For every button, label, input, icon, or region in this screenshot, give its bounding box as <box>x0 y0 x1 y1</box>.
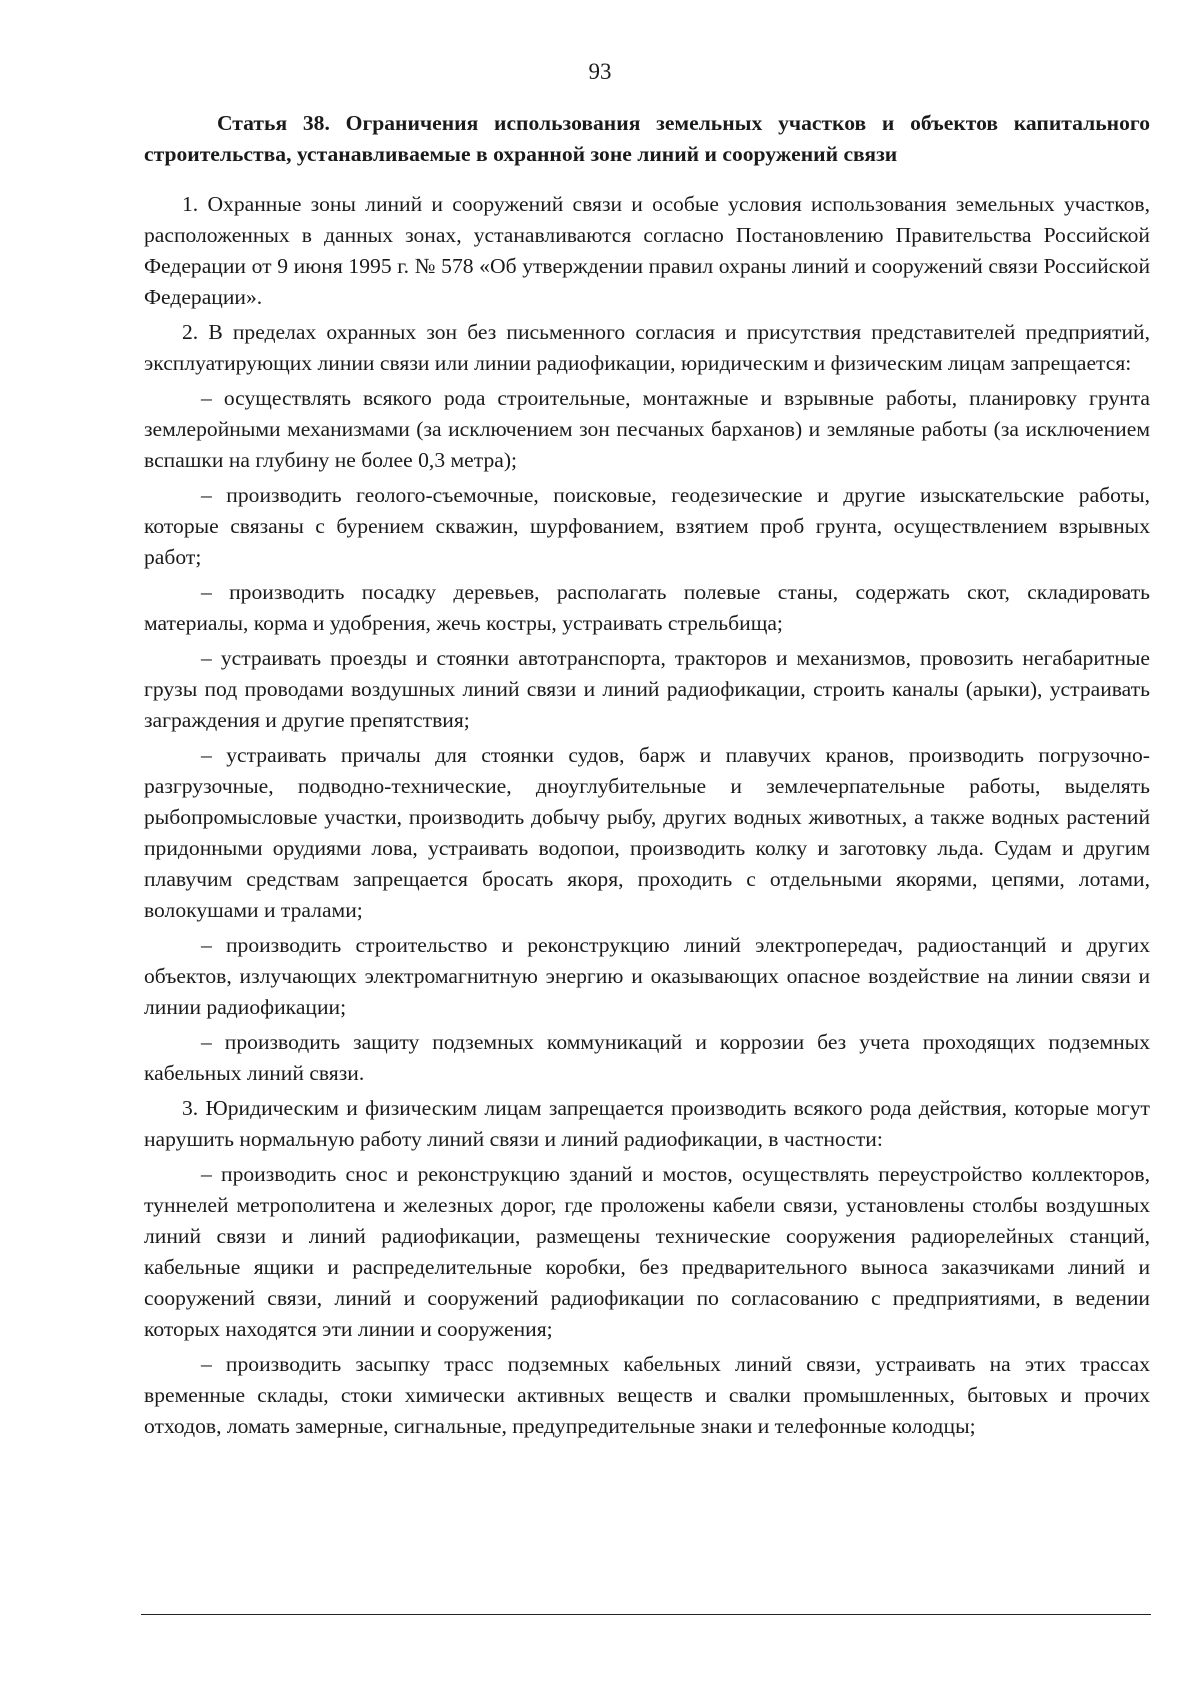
page-number: 93 <box>588 59 612 84</box>
article-title: Статья 38. Ограничения использования земельных участков и объектов капитального строительства, устанавливаемые в охранной зоне линий и сооружений связи <box>144 111 1150 166</box>
list-item: – устраивать причалы для стоянки судов, барж и плавучих кранов, производить погрузочно-разгрузочные, подводно-технические, дноуглубительные и землечерпательные работы, выделять рыбопромысловые участки, производить добычу рыбу, других водных животных, а также водных растений придонными орудиями лова, устраивать водопои, производить колку и заготовку льда. Судам и другим плавучим средствам запрещается бросать якоря, проходить с отдельными якорями, цепями, лотами, волокушами и тралами; <box>144 743 1150 922</box>
paragraph-3: 3. Юридическим и физическим лицам запрещается производить всякого рода действия, которые могут нарушить нормальную работу линий связи и линий радиофикации, в частности: <box>144 1096 1150 1151</box>
list-item: – производить посадку деревьев, располагать полевые станы, содержать скот, складировать материалы, корма и удобрения, жечь костры, устраивать стрельбища; <box>144 580 1150 635</box>
footer-divider <box>141 1614 1151 1615</box>
list-item: – производить геолого-съемочные, поисковые, геодезические и другие изыскательские работы, которые связаны с бурением скважин, шурфованием, взятием проб грунта, осуществлением взрывных работ; <box>144 483 1150 569</box>
list-item: – производить защиту подземных коммуникаций и коррозии без учета проходящих подземных кабельных линий связи. <box>144 1030 1150 1085</box>
list-item: – осуществлять всякого рода строительные, монтажные и взрывные работы, планировку грунта землеройными механизмами (за исключением зон песчаных барханов) и земляные работы (за исключением вспашки на глубину не более 0,3 метра); <box>144 386 1150 472</box>
list-item: – производить засыпку трасс подземных кабельных линий связи, устраивать на этих трассах временные склады, стоки химически активных веществ и свалки промышленных, бытовых и прочих отходов, ломать замерные, сигнальные, предупредительные знаки и телефонные колодцы; <box>144 1352 1150 1438</box>
page-content <box>144 108 1150 1446</box>
list-item: – производить снос и реконструкцию зданий и мостов, осуществлять переустройство коллекторов, туннелей метрополитена и железных дорог, где проложены кабели связи, установлены столбы воздушных линий связи и линий радиофикации, размещены технические сооружения радиорелейных станций, кабельные ящики и распределительные коробки, без предварительного выноса заказчиками линий и сооружений связи, линий и сооружений радиофикации по согласованию с предприятиями, в ведении которых находятся эти линии и сооружения; <box>144 1162 1150 1341</box>
list-item: – производить строительство и реконструкцию линий электропередач, радиостанций и других объектов, излучающих электромагнитную энергию и оказывающих опасное воздействие на линии связи и линии радиофикации; <box>144 933 1150 1019</box>
paragraph-1: 1. Охранные зоны линий и сооружений связи и особые условия использования земельных участков, расположенных в данных зонах, устанавливаются согласно Постановлению Правительства Российской Федерации от 9 июня 1995 г. № 578 «Об утверждении правил охраны линий и сооружений связи Российской Федерации». <box>144 192 1150 309</box>
list-item: – устраивать проезды и стоянки автотранспорта, тракторов и механизмов, провозить негабаритные грузы под проводами воздушных линий связи и линий радиофикации, строить каналы (арыки), устраивать заграждения и другие препятствия; <box>144 646 1150 732</box>
paragraph-2: 2. В пределах охранных зон без письменного согласия и присутствия представителей предприятий, эксплуатирующих линии связи или линии радиофикации, юридическим и физическим лицам запрещается: <box>144 320 1150 375</box>
